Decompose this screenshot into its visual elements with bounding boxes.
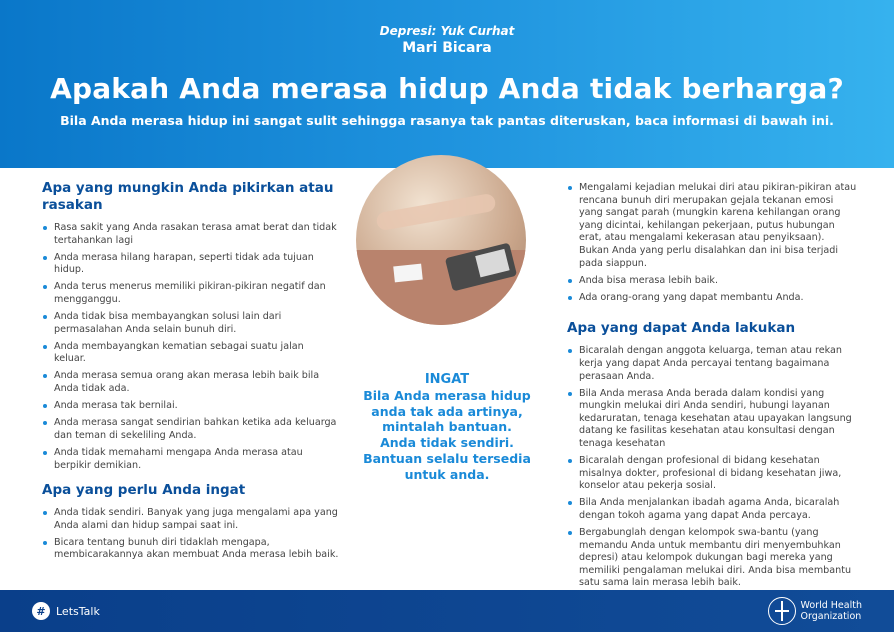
thoughts-list — [42, 222, 338, 472]
list-item: Anda tidak memahami mengapa Anda merasa atau berpikir demikian. — [42, 447, 338, 472]
page-title: Apakah Anda merasa hidup Anda tidak berharga? — [50, 72, 844, 105]
list-item: Anda bisa merasa lebih baik. — [567, 275, 857, 288]
remember-list — [42, 507, 342, 562]
list-item: Anda merasa semua orang akan merasa lebih baik bila Anda tidak ada. — [42, 370, 338, 395]
list-item: Anda merasa tak bernilai. — [42, 400, 338, 413]
list-item: Anda terus menerus memiliki pikiran-pikiran negatif dan mengganggu. — [42, 281, 338, 306]
remember-callout — [362, 372, 532, 483]
list-item: Anda tidak sendiri. Banyak yang juga mengalami apa yang Anda alami dan hidup sampai saat ini. — [42, 507, 342, 532]
list-item: Bicara tentang bunuh diri tidaklah mengapa, membicarakannya akan membuat Anda merasa lebih baik. — [42, 537, 342, 562]
list-item: Anda merasa sangat sendirian bahkan ketika ada keluarga dan teman di sekeliling Anda. — [42, 417, 338, 442]
list-item: Ada orang-orang yang dapat membantu Anda. — [567, 292, 857, 305]
actions-list — [567, 345, 857, 590]
list-item: Rasa sakit yang Anda rasakan terasa amat berat dan tidak tertahankan lagi — [42, 222, 338, 247]
list-item: Anda membayangkan kematian sebagai suatu jalan keluar. — [42, 341, 338, 366]
section-remember-title: Apa yang perlu Anda ingat — [42, 482, 246, 498]
photo-card — [393, 264, 423, 283]
hashtag-label: LetsTalk — [56, 604, 100, 618]
list-item: Anda merasa hilang harapan, seperti tidak ada tujuan hidup. — [42, 252, 338, 277]
callout-body: Bila Anda merasa hidup anda tak ada artinya, mintalah bantuan. Anda tidak sendiri. Bantuan selalu tersedia untuk anda. — [363, 387, 531, 482]
campaign-subkicker: Mari Bicara — [402, 40, 492, 56]
list-item: Bicaralah dengan profesional di bidang kesehatan misalnya dokter, profesional di bidang kesehatan jiwa, konselor atau pekerja sosial. — [567, 455, 857, 493]
hashtag-icon: # — [32, 602, 50, 620]
section-thoughts — [42, 180, 338, 477]
list-item: Mengalami kejadian melukai diri atau pikiran-pikiran atau rencana bunuh diri merupakan gejala tekanan emosi yang sangat parah (mungkin karena kehilangan orang yang dicintai, kehilangan pekerjaan, putus hubungan erat, atau mengalami kekerasan atau penyiksaan). Bukan Anda yang perlu disalahkan dan ini bisa terjadi pada siappun. — [567, 182, 857, 270]
page-subtitle: Bila Anda merasa hidup ini sangat sulit sehingga rasanya tak pantas diteruskan, baca informasi di bawah ini. — [60, 113, 834, 128]
campaign-kicker: Depresi: Yuk Curhat — [379, 24, 515, 38]
list-item: Bila Anda merasa Anda berada dalam kondisi yang mungkin melukai diri Anda sendiri, hubungi layanan kedaruratan, tenaga kesehatan atau upayakan langsung datang ke fasilitas kesehatan atau konsultasi dengan tenaga kesehatan — [567, 388, 857, 451]
who-emblem-icon — [768, 597, 796, 625]
info-list — [567, 182, 857, 304]
list-item: Anda tidak bisa membayangkan solusi lain dari permasalahan Anda selain bunuh diri. — [42, 311, 338, 336]
callout-title: INGAT — [424, 372, 470, 387]
section-right — [567, 182, 857, 595]
footer-bar — [0, 590, 894, 632]
section-actions-title: Apa yang dapat Anda lakukan — [567, 320, 796, 337]
list-item: Bila Anda menjalankan ibadah agama Anda, bicaralah dengan tokoh agama yang dapat Anda percaya. — [567, 497, 857, 522]
section-thoughts-title: Apa yang mungkin Anda pikirkan atau rasakan — [42, 180, 334, 213]
hand-reaching-phone-photo — [356, 155, 526, 325]
header-banner — [0, 0, 894, 168]
who-name: World Health Organization — [800, 600, 862, 622]
section-remember — [42, 482, 342, 566]
list-item: Bicaralah dengan anggota keluarga, teman atau rekan kerja yang dapat Anda percayai tentang bagaimana perasaan Anda. — [567, 345, 857, 383]
hashtag — [32, 602, 100, 620]
list-item: Bergabunglah dengan kelompok swa-bantu (yang memandu Anda untuk membantu diri menyembuhkan depresi) atau kelompok dukungan bagi mereka yang memiliki pengalaman melukai diri. Anda bisa membantu satu sama lain merasa lebih baik. — [567, 527, 857, 590]
photo-hand — [375, 193, 496, 232]
who-logo-block — [768, 597, 862, 625]
